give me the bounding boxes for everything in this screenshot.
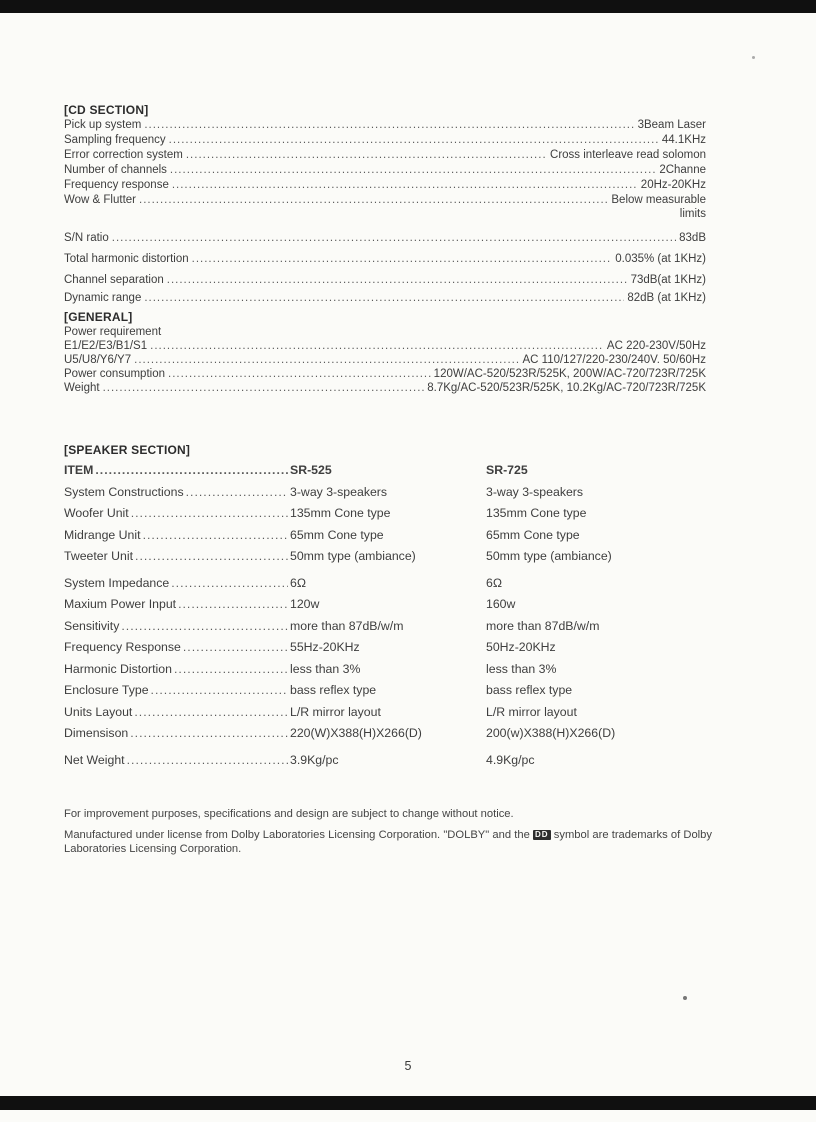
spec-label: S/N ratio [64,232,109,244]
dot-leader [135,546,288,568]
sr725-value: 160w [486,597,516,611]
row-label-cell [64,573,290,595]
table-row [64,659,706,681]
spec-label: Woofer Unit [64,506,129,520]
sr525-value: 55Hz-20KHz [290,640,360,654]
spec-label: Sensitivity [64,618,120,633]
spec-row [64,133,706,148]
spec-label: Pick up system [64,119,142,131]
table-row [64,723,706,745]
sr725-value: 3-way 3-speakers [486,484,584,499]
cd-section-title: [CD SECTION] [64,103,149,117]
change-notice-text: For improvement purposes, specifications and design are subject to change without notice. [64,808,514,820]
table-row [64,637,706,659]
sr525-value: 50mm type (ambiance) [290,549,416,563]
sr725-value: 4.9Kg/pc [486,752,535,767]
spec-label: Harmonic Distortion [64,661,172,676]
sr725-value: less than 3% [486,661,557,676]
spec-value-continuation: limits [679,208,706,220]
spec-label: Frequency response [64,179,169,191]
spec-label: U5/U8/Y6/Y7 [64,354,132,366]
spec-value: 82dB (at 1KHz) [627,292,706,304]
sr725-value: bass reflex type [486,683,573,697]
dot-leader [121,616,288,638]
dot-leader [151,680,288,702]
row-label-cell [64,482,290,504]
dot-leader [171,573,288,595]
spec-label: Tweeter Unit [64,549,134,563]
dot-leader [186,482,288,504]
dolby-license-text-part1: Manufactured under license from Dolby Laboratories Licensing Corporation. "DOLBY" and the [64,829,530,841]
spec-label: Total harmonic distortion [64,253,189,265]
spec-row [64,353,706,367]
table-row [64,616,706,638]
page-content [64,103,712,856]
spec-value: 2Channe [659,164,706,176]
table-row [64,680,706,702]
dot-leader [167,273,628,288]
spec-label: E1/E2/E3/B1/S1 [64,340,148,352]
spec-row [64,193,706,208]
spec-row [64,252,706,267]
sr725-value: 6Ω [486,575,503,590]
dolby-license-text-part2: symbol are trademarks of Dolby Laboratories Licensing Corporation. [64,829,712,855]
dot-leader [134,702,288,724]
spec-row [64,339,706,353]
general-section-title: [GENERAL] [64,310,133,324]
sr525-value: more than 87dB/w/m [290,618,404,633]
speaker-section [64,443,706,771]
spec-label: Dimensison [64,726,129,740]
column-header-item: ITEM [64,463,94,477]
dot-leader [174,659,288,681]
dot-leader [112,231,676,246]
spec-value: 83dB [679,232,706,244]
dolby-double-d-icon: DD [535,830,549,839]
page-number: 5 [404,1059,412,1073]
dot-leader [169,133,659,148]
spec-label: Net Weight [64,752,125,767]
dot-leader [170,163,656,178]
dot-leader [183,637,288,659]
scan-edge-bottom [0,1096,816,1110]
sr725-value: more than 87dB/w/m [486,618,600,633]
row-label-cell [64,750,290,772]
table-row [64,503,706,525]
dolby-license-text [64,828,712,856]
row-label-cell [64,659,290,681]
speaker-section-title: [SPEAKER SECTION] [64,443,191,457]
general-subheading: Power requirement [64,326,162,338]
dot-leader [192,252,613,267]
row-label-cell [64,723,290,745]
spec-label: Midrange Unit [64,527,141,542]
dot-leader [150,339,604,353]
spec-label: Error correction system [64,149,183,161]
sr725-value: L/R mirror layout [486,704,577,719]
sr525-value: 220(W)X388(H)X266(D) [290,726,422,740]
header-item-cell [64,460,290,482]
row-label-cell [64,616,290,638]
dot-leader [130,723,288,745]
dot-leader [134,353,519,367]
spec-row [64,291,706,306]
spec-row [64,163,706,178]
spec-label: Wow & Flutter [64,194,136,206]
dot-leader [172,178,638,193]
spec-label: System Impedance [64,575,170,590]
spec-value: 73dB(at 1KHz) [630,274,706,286]
spec-value: 3Beam Laser [637,119,706,131]
spec-label: Number of channels [64,164,167,176]
scan-artifact [752,56,755,59]
spec-label: Weight [64,382,100,394]
dot-leader [168,367,431,381]
dot-leader [144,291,624,306]
row-label-cell [64,702,290,724]
spec-value: AC 220-230V/50Hz [606,340,706,352]
spec-row [64,118,706,133]
sr525-value: 6Ω [290,575,307,590]
spec-label: Power consumption [64,368,165,380]
sr525-value: 135mm Cone type [290,506,391,520]
sr725-value: 50Hz-20KHz [486,640,556,654]
row-label-cell [64,525,290,547]
spec-value: 0.035% (at 1KHz) [615,253,706,265]
sr525-value: 65mm Cone type [290,527,384,542]
spec-label: Sampling frequency [64,134,166,146]
dot-leader [139,193,608,208]
dot-leader [95,460,288,482]
dot-leader [144,118,634,133]
sr725-value: 135mm Cone type [486,506,587,520]
spec-value: Cross interleave read solomon [550,149,706,161]
table-row [64,750,706,772]
spec-row [64,178,706,193]
sr725-value: 200(w)X388(H)X266(D) [486,726,616,740]
spec-label: Enclosure Type [64,683,149,697]
spec-value: 20Hz-20KHz [640,179,706,191]
spec-label: System Constructions [64,484,184,499]
sr525-value: 120w [290,597,320,611]
table-row [64,546,706,568]
dot-leader [178,594,288,616]
spec-value: 8.7Kg/AC-520/523R/525K, 10.2Kg/AC-720/723R/725K [427,382,706,394]
spec-label: Dynamic range [64,292,142,304]
sr725-value: 65mm Cone type [486,527,580,542]
table-row [64,573,706,595]
spec-label: Frequency Response [64,640,181,654]
row-label-cell [64,546,290,568]
spec-value: AC 110/127/220-230/240V. 50/60Hz [522,354,706,366]
spec-label: Channel separation [64,274,164,286]
dot-leader [143,525,288,547]
dot-leader [103,381,425,395]
general-section [64,310,706,395]
table-row [64,594,706,616]
table-row [64,525,706,547]
table-row [64,702,706,724]
row-label-cell [64,594,290,616]
spec-row [64,367,706,381]
row-label-cell [64,637,290,659]
scan-artifact [683,996,687,1000]
spec-row [64,148,706,163]
spec-value: 120W/AC-520/523R/525K, 200W/AC-720/723R/725K [433,368,706,380]
dot-leader [127,750,288,772]
spec-row [64,231,706,246]
spec-value: Below measurable [611,194,706,206]
spec-value: 44.1KHz [661,134,706,146]
spec-row [64,381,706,395]
sr525-value: L/R mirror layout [290,704,381,719]
sr725-value: 50mm type (ambiance) [486,549,612,563]
spec-label: Maxium Power Input [64,597,177,611]
column-header-sr725: SR-725 [486,463,528,477]
row-label-cell [64,503,290,525]
footer-notes [64,807,712,856]
column-header-sr525: SR-525 [290,463,332,477]
sr525-value: less than 3% [290,661,361,676]
table-row [64,482,706,504]
scan-edge-top [0,0,816,13]
spec-label: Units Layout [64,704,133,719]
sr525-value: bass reflex type [290,683,377,697]
spec-row [64,273,706,288]
sr525-value: 3-way 3-speakers [290,484,388,499]
speaker-table-header [64,460,706,482]
sr525-value: 3.9Kg/pc [290,752,339,767]
dot-leader [131,503,288,525]
dot-leader [186,148,547,163]
row-label-cell [64,680,290,702]
